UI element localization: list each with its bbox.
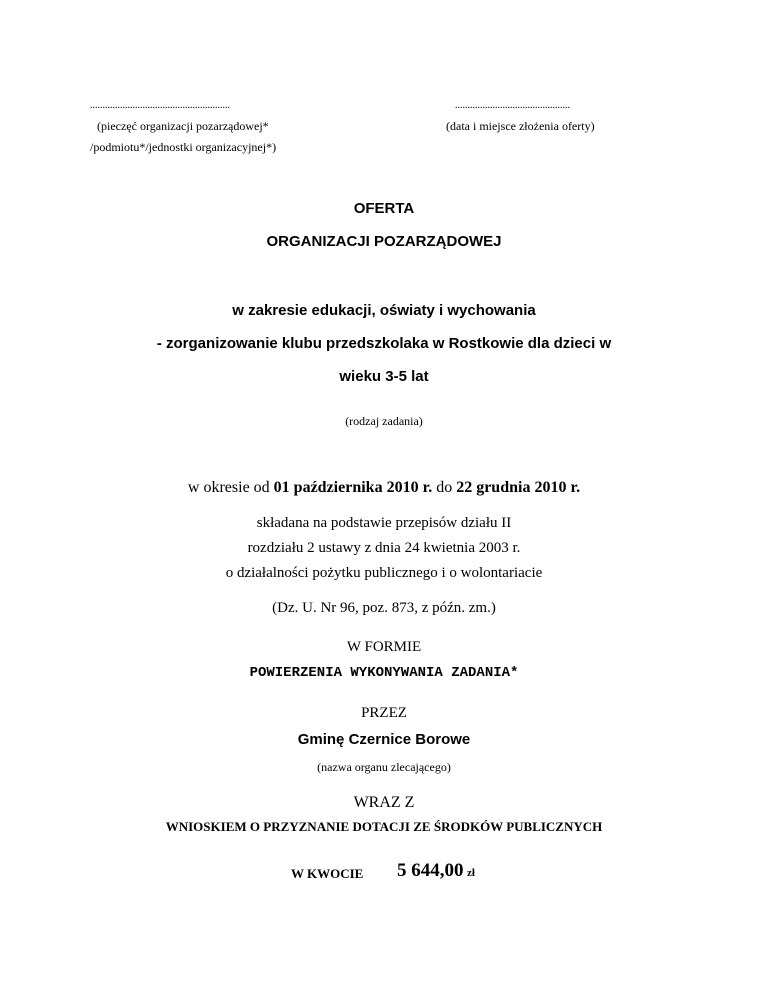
- period-start: 01 października 2010 r.: [273, 479, 433, 496]
- date-caption: (data i miejsce złożenia oferty): [446, 119, 595, 133]
- basis-line-1: składana na podstawie przepisów działu II: [256, 515, 512, 531]
- subsidy-request: WNIOSKIEM O PRZYZNANIE DOTACJI ZE ŚRODKÓW PUBLICZNYCH: [165, 819, 603, 834]
- legal-reference: (Dz. U. Nr 96, poz. 873, z późn. zm.): [272, 600, 496, 616]
- form-label: W FORMIE: [346, 639, 422, 655]
- form-value: POWIERZENIA WYKONYWANIA ZADANIA*: [249, 665, 519, 681]
- contracting-authority-caption: (nazwa organu zlecającego): [317, 760, 451, 774]
- document-title: OFERTA: [353, 200, 415, 217]
- date-dotted-line: ..............................................: [455, 100, 570, 111]
- amount-currency: zł: [467, 867, 475, 879]
- stamp-caption-line1: (pieczęć organizacji pozarządowej*: [97, 119, 269, 133]
- document-subtitle: ORGANIZACJI POZARZĄDOWEJ: [266, 233, 502, 250]
- stamp-caption-line2: /podmiotu*/jednostki organizacyjnej*): [90, 140, 277, 154]
- task-line-3: wieku 3-5 lat: [339, 368, 429, 385]
- period-middle: do: [432, 479, 457, 496]
- stamp-dotted-line: ........................................................: [90, 100, 230, 111]
- task-caption: (rodzaj zadania): [345, 414, 423, 428]
- task-line-2: - zorganizowanie klubu przedszkolaka w Rostkowie dla dzieci w: [156, 335, 612, 352]
- through-label: PRZEZ: [361, 705, 407, 721]
- amount-value: 5 644,00: [397, 860, 464, 881]
- basis-line-2: rozdziału 2 ustawy z dnia 24 kwietnia 2003 r.: [247, 540, 521, 556]
- period-end: 22 grudnia 2010 r.: [456, 479, 581, 496]
- task-line-1: w zakresie edukacji, oświaty i wychowania: [232, 302, 536, 319]
- contracting-authority: Gminę Czernice Borowe: [297, 731, 471, 748]
- amount-label: W KWOCIE: [291, 866, 364, 881]
- with-label: WRAZ Z: [353, 794, 415, 811]
- period-prefix: w okresie od: [187, 479, 274, 496]
- period-line: [0, 479, 768, 497]
- basis-line-3: o działalności pożytku publicznego i o wolontariacie: [225, 565, 543, 581]
